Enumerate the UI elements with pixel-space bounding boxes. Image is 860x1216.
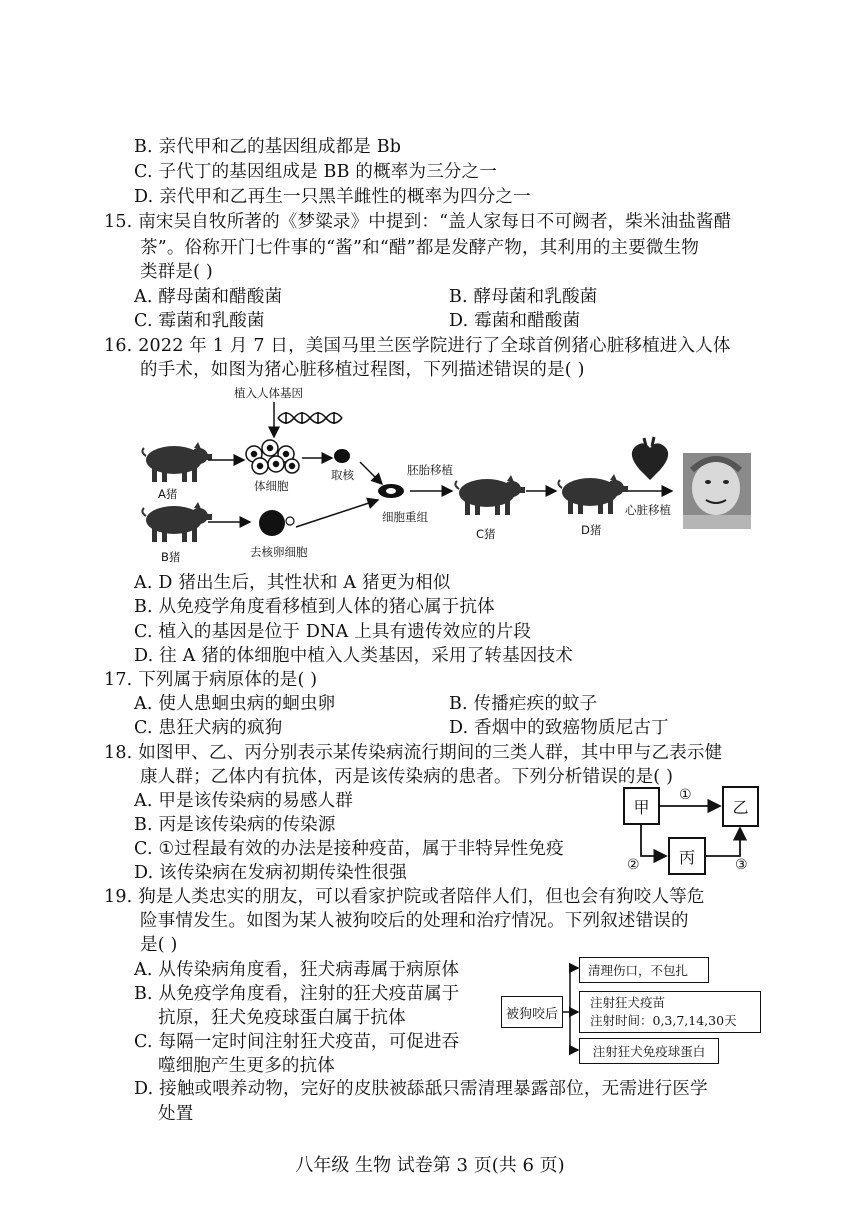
q15-stem-line2: 茶”。俗称开门七件事的“酱”和“醋”都是发酵产物，其利用的主要微生物 [140,238,700,258]
gene-insert-label: 植入人体基因 [234,386,303,400]
process-1-label: ① [679,787,692,803]
q16-option-c: C. 植入的基因是位于 DNA 上具有遗传效应的片段 [134,622,532,642]
process-3-label: ③ [735,857,748,873]
pig-a-label: A猪 [158,487,178,501]
q17-stem: 17. 下列属于病原体的是( ) [104,670,318,690]
q16-stem-line1: 16. 2022 年 1 月 7 日，美国马里兰医学院进行了全球首例猪心脏移植进入人体 [104,336,731,356]
take-nucleus-label: 取核 [331,468,354,482]
pig-c-label: C猪 [476,527,496,541]
q19-option-d-line2: 处置 [158,1104,194,1124]
pig-b-label: B猪 [161,550,181,564]
q19-option-c-line1: C. 每隔一定时间注射狂犬疫苗，可促进吞 [134,1032,460,1052]
q19-option-b-line1: B. 从免疫学角度看，注射的狂犬疫苗属于 [134,984,460,1004]
page-footer: 八年级 生物 试卷第 3 页(共 6 页) [295,1155,565,1176]
q16-option-a: A. D 猪出生后，其性状和 A 猪更为相似 [134,573,451,593]
q17-option-c: C. 患狂犬病的疯狗 [134,718,283,738]
vaccine-schedule-label: 注射时间：0,3,7,14,30天 [590,1013,737,1028]
q14-option-d: D. 亲代甲和乙再生一只黑羊雌性的概率为四分之一 [134,187,531,207]
population-bing-label: 丙 [678,847,695,867]
vaccine-box [579,991,761,1033]
q15-stem-line1: 15. 南宋吴自牧所著的《梦粱录》中提到：“盖人家每日不可阙者，柴米油盐酱醋 [104,212,732,232]
q19-stem-line1: 19. 狗是人类忠实的朋友，可以看家护院或者陪伴人们，但也会有狗咬人等危 [104,887,705,907]
q18-stem-line2: 康人群；乙体内有抗体，丙是该传染病的患者。下列分析错误的是( ) [140,767,674,787]
enucleated-egg-label: 去核卵细胞 [250,545,308,559]
q19-option-b-line2: 抗原，狂犬免疫球蛋白属于抗体 [158,1008,406,1028]
clean-wound-box [579,957,709,983]
bitten-label: 被狗咬后 [505,1006,558,1022]
q18-stem-line1: 18. 如图甲、乙、丙分别表示某传染病流行期间的三类人群，其中甲与乙表示健 [104,743,723,763]
q19-option-d-line1: D. 接触或喂养动物，完好的皮肤被舔舐只需清理暴露部位，无需进行医学 [134,1079,708,1099]
q17-option-d: D. 香烟中的致癌物质尼古丁 [449,718,669,738]
q17-option-b: B. 传播疟疾的蚊子 [449,694,598,714]
clean-wound-label: 清理伤口，不包扎 [588,963,689,978]
q18-option-a: A. 甲是该传染病的易感人群 [134,791,354,811]
immunoglobulin-box [579,1038,719,1064]
cell-recombine-label: 细胞重组 [382,510,428,524]
q17-option-a: A. 使人患蛔虫病的蛔虫卵 [134,694,336,714]
q15-stem-line3: 类群是( ) [140,262,213,282]
q18-option-d: D. 该传染病在发病初期传染性很强 [134,863,407,883]
q19-stem-line3: 是( ) [140,935,178,955]
bitten-box [501,996,563,1028]
q16-option-d: D. 往 A 猪的体细胞中植入人类基因，采用了转基因技术 [134,646,573,666]
embryo-transfer-label: 胚胎移植 [407,463,453,477]
q15-option-d: D. 霉菌和醋酸菌 [449,311,581,331]
q15-option-a: A. 酵母菌和醋酸菌 [134,287,283,307]
q15-option-b: B. 酵母菌和乳酸菌 [449,287,598,307]
immunoglobulin-label: 注射狂犬免疫球蛋白 [592,1044,706,1059]
q16-option-b: B. 从免疫学角度看移植到人体的猪心属于抗体 [134,597,495,617]
body-cell-label: 体细胞 [254,479,289,493]
process-2-label: ② [627,857,640,873]
q19-stem-line2: 险事情发生。如图为某人被狗咬后的处理和治疗情况。下列叙述错误的 [140,911,689,931]
q19-option-c-line2: 噬细胞产生更多的抗体 [158,1056,335,1076]
population-jia-label: 甲 [633,797,650,817]
q19-option-a: A. 从传染病角度看，狂犬病毒属于病原体 [134,960,460,980]
heart-transplant-label: 心脏移植 [625,503,671,517]
vaccine-label: 注射狂犬疫苗 [590,995,666,1010]
q16-stem-line2: 的手术，如图为猪心脏移植过程图，下列描述错误的是( ) [140,360,585,380]
q15-option-c: C. 霉菌和乳酸菌 [134,311,265,331]
q14-option-c: C. 子代丁的基因组成是 BB 的概率为三分之一 [134,162,498,182]
pig-d-label: D猪 [581,523,602,537]
q18-option-b: B. 丙是该传染病的传染源 [134,815,336,835]
q18-option-c: C. ①过程最有效的办法是接种疫苗，属于非特异性免疫 [134,839,564,859]
population-yi-label: 乙 [732,798,749,817]
q14-option-b: B. 亲代甲和乙的基因组成都是 Bb [134,137,402,157]
